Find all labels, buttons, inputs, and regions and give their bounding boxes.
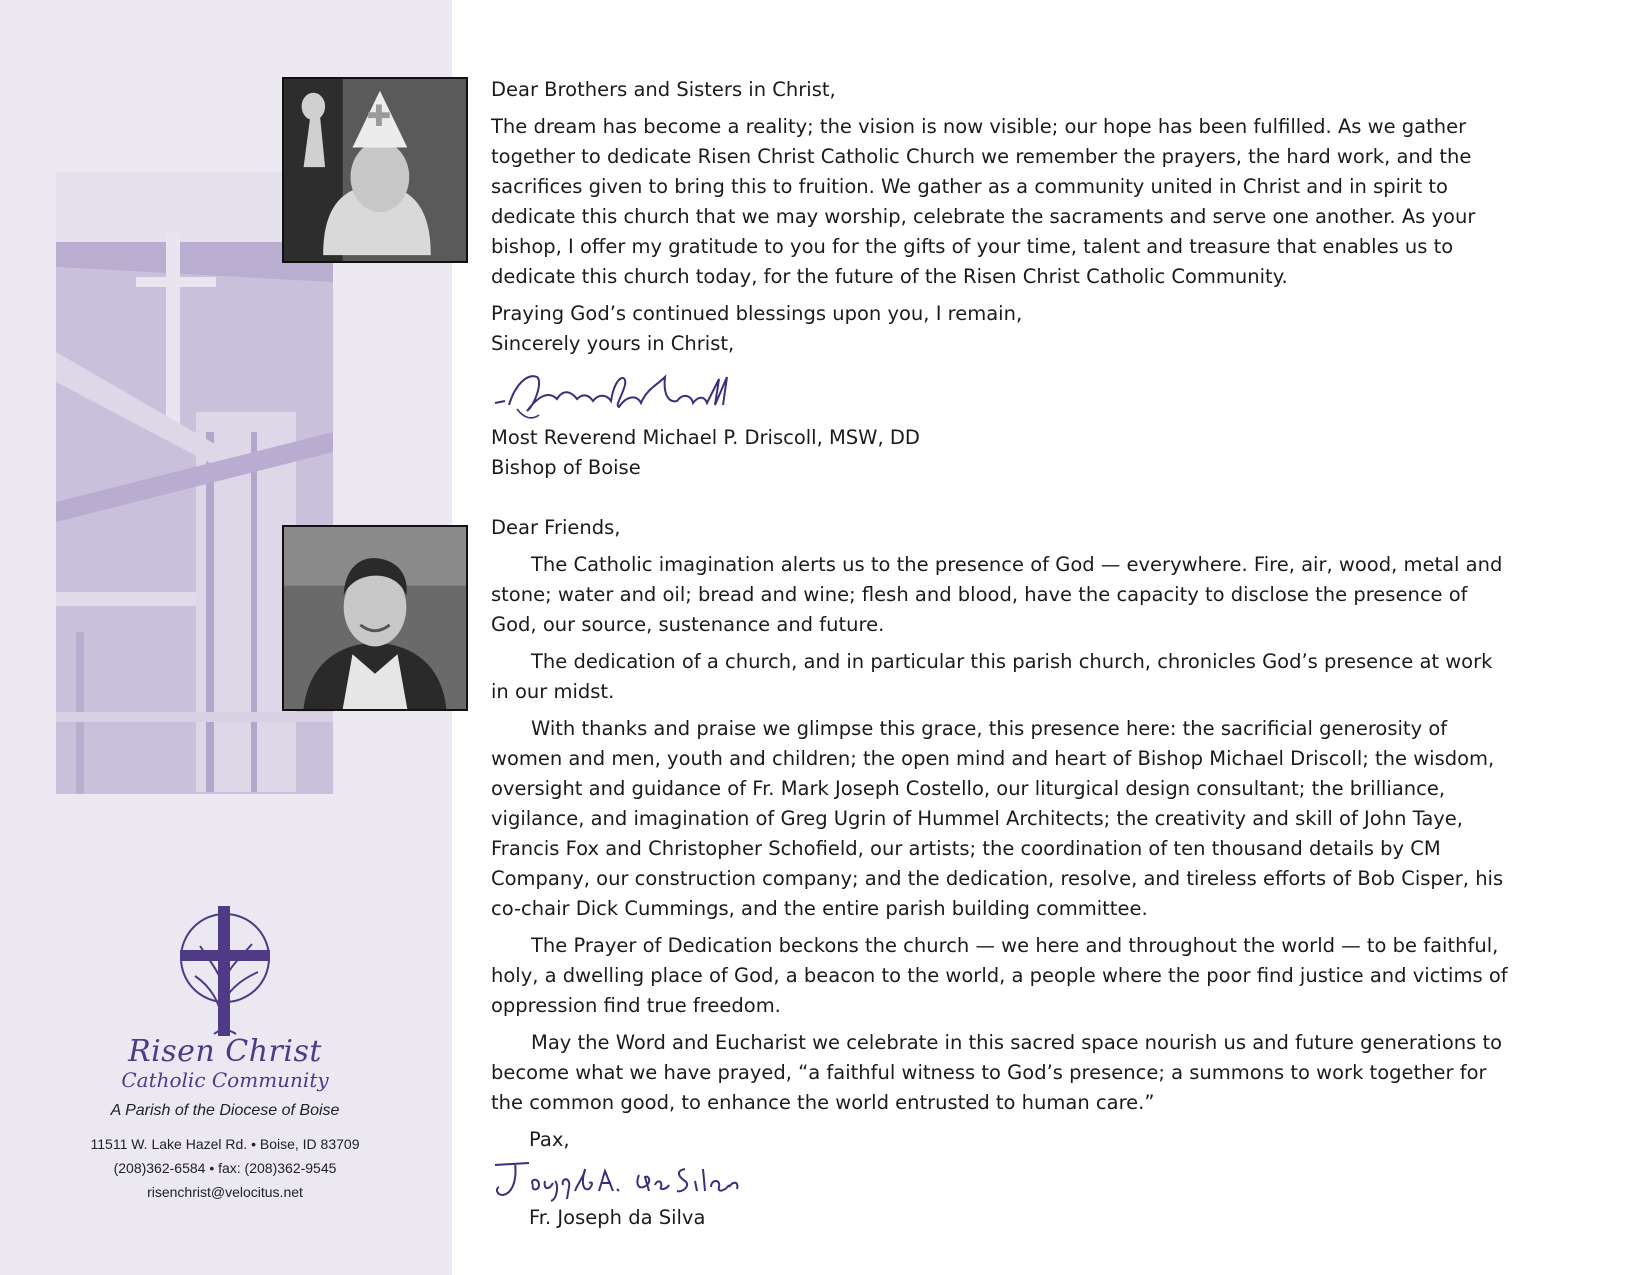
- letter1-closing-1: Praying God’s continued blessings upon you, I remain,: [491, 302, 1023, 325]
- letter1-closing-2: Sincerely yours in Christ,: [491, 332, 735, 355]
- contact-address: 11511 W. Lake Hazel Rd. • Boise, ID 83709: [90, 1136, 360, 1152]
- bishop-signature: [487, 365, 767, 421]
- brand-title: Risen Christ: [128, 1034, 322, 1069]
- letter2-paragraph: The Catholic imagination alerts us to the presence of God — everywhere. Fire, air, wood, metal and stone; water and oil; bread and wine; flesh and blood, have the capacity to disclose the presence of God, our source, sustenance and future.: [491, 553, 1503, 636]
- bishop-portrait: [282, 77, 468, 263]
- brand-subtitle: Catholic Community: [121, 1068, 329, 1092]
- letter2-paragraph: May the Word and Eucharist we celebrate in this sacred space nourish us and future generations to become what we have prayed, “a faithful witness to God’s presence; a summons to work together for the common good, to enhance the world entrusted to human care.”: [491, 1031, 1503, 1114]
- parish-logo: [170, 906, 280, 1036]
- bishop-letter: [491, 75, 1511, 483]
- pastor-portrait: [282, 525, 468, 711]
- letter2-closing: Pax,: [529, 1128, 570, 1151]
- letter1-signer-title: Bishop of Boise: [491, 456, 641, 479]
- letter2-paragraph: The dedication of a church, and in particular this parish church, chronicles God’s presence at work in our midst.: [491, 650, 1493, 703]
- letter2-paragraph: The Prayer of Dedication beckons the church — we here and throughout the world — to be faithful, holy, a dwelling place of God, a beacon to the world, a people where the poor find justice and victims of oppression find true freedom.: [491, 934, 1508, 1017]
- letter1-salutation: Dear Brothers and Sisters in Christ,: [491, 78, 836, 101]
- pastor-signature: [489, 1155, 769, 1203]
- letter2-paragraph: With thanks and praise we glimpse this grace, this presence here: the sacrificial generosity of women and men, youth and children; the open mind and heart of Bishop Michael Driscoll; the wisdom, oversight and guidance of Fr. Mark Joseph Costello, our liturgical design consultant; the brilliance, vigilance, and imagination of Greg Ugrin of Hummel Architects; the creativity and skill of John Taye, Francis Fox and Christopher Schofield, our artists; the coordination of ten thousand details by CM Company, our construction company; and the dedication, resolve, and tireless efforts of Bob Cisper, his co-chair Dick Cummings, and the entire parish building committee.: [491, 717, 1504, 920]
- letter1-signer-name: Most Reverend Michael P. Driscoll, MSW, DD: [491, 426, 920, 449]
- parish-line: A Parish of the Diocese of Boise: [110, 1102, 340, 1119]
- letter2-salutation: Dear Friends,: [491, 516, 621, 539]
- letter1-body: The dream has become a reality; the vision is now visible; our hope has been fulfilled. As we gather together to dedicate Risen Christ Catholic Church we remember the prayers, the hard work, and the sacrifices given to bring this to fruition. We gather as a community united in Christ and in spirit to dedicate this church that we may worship, celebrate the sacraments and serve one another. As your bishop, I offer my gratitude to you for the gifts of your time, talent and treasure that enables us to dedicate this church today, for the future of the Risen Christ Catholic Community.: [491, 115, 1476, 288]
- contact-email: risenchrist@velocitus.net: [147, 1184, 303, 1200]
- contact-phone: (208)362-6584 • fax: (208)362-9545: [113, 1160, 337, 1176]
- letter2-signer-name: Fr. Joseph da Silva: [529, 1206, 706, 1229]
- pastor-letter: [491, 513, 1511, 1233]
